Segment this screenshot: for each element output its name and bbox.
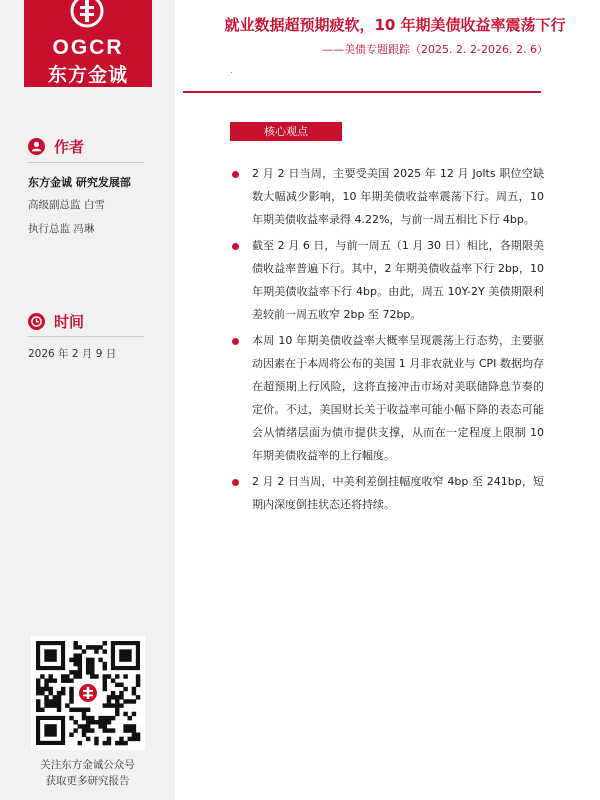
qr-code <box>31 636 145 750</box>
qr-caption-line2: 获取更多研究报告 <box>45 775 130 787</box>
stray-dot: . <box>230 66 233 75</box>
time-divider <box>28 336 144 337</box>
sidebar <box>0 0 175 800</box>
list-item <box>232 234 544 326</box>
qr-caption-line1: 关注东方金诚公众号 <box>40 759 135 771</box>
author-org: 东方金诚 研究发展部 <box>28 176 131 189</box>
logo-mark-icon <box>70 0 104 28</box>
list-item <box>232 162 544 231</box>
author-heading <box>28 135 84 157</box>
report-subtitle: ——美债专题跟踪（2025. 2. 2-2026. 2. 6） <box>322 43 548 56</box>
list-item <box>232 470 544 516</box>
person-icon <box>28 138 45 155</box>
author-person: 高级副总监 白雪 <box>28 199 105 211</box>
list-item <box>232 329 544 467</box>
bullet-dot-icon <box>232 171 239 178</box>
author-heading-label: 作者 <box>54 137 85 156</box>
key-points-list <box>232 162 544 519</box>
logo-english: OGCR <box>52 36 124 59</box>
author-person: 执行总监 冯琳 <box>28 223 95 235</box>
report-date: 2026 年 2 月 9 日 <box>28 348 117 360</box>
report-title: 就业数据超预期疲软，10 年期美债收益率震荡下行 <box>224 16 566 34</box>
time-heading <box>28 310 84 332</box>
header-divider <box>183 91 541 93</box>
bullet-dot-icon <box>232 338 239 345</box>
core-view-label: 核心观点 <box>230 122 342 141</box>
bullet-text: 本周 10 年期美债收益率大概率呈现震荡上行态势，主要驱动因素在于本周将公布的美国 1 月非农就业与 CPI 数据均存在超预期上行风险，这将直接冲击市场对美联储降息节奏的定价。不过，美国财长关于收益率可能小幅下降的表态可能会从情绪层面为债市提供支撑，从而在一定程度上限制 10 年期美债收益率的上行幅度。 <box>252 334 544 462</box>
company-logo <box>24 0 152 87</box>
qr-code-image <box>31 636 145 750</box>
bullet-text: 截至 2 月 6 日，与前一周五（1 月 30 日）相比，各期限美债收益率普遍下行。其中，2 年期美债收益率下行 2bp，10 年期美债收益率下行 4bp。由此，周五 10Y-2Y 美债期限利差较前一周五收窄 2bp 至 72bp。 <box>252 239 544 321</box>
bullet-text: 2 月 2 日当周，中美利差倒挂幅度收窄 4bp 至 241bp，短期内深度倒挂状态还将持续。 <box>252 475 544 511</box>
bullet-dot-icon <box>232 243 239 250</box>
clock-icon <box>28 313 45 330</box>
bullet-dot-icon <box>232 479 239 486</box>
author-divider <box>28 162 144 163</box>
time-heading-label: 时间 <box>54 312 85 331</box>
bullet-text: 2 月 2 日当周，主要受美国 2025 年 12 月 Jolts 职位空缺数大幅减少影响，10 年期美债收益率震荡下行。周五，10 年期美债收益率录得 4.22%，与前一周五相比下行 4bp。 <box>252 167 544 226</box>
logo-chinese: 东方金诚 <box>47 64 128 86</box>
